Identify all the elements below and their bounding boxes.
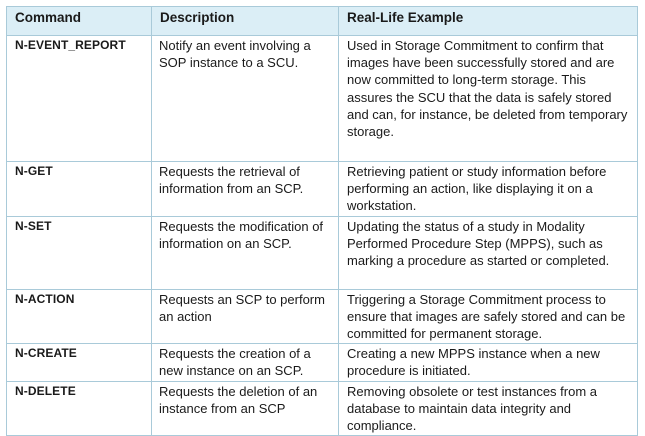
- dimse-n-commands-table: [6, 6, 638, 436]
- example-cell: Used in Storage Commitment to confirm that images have been successfully stored and are now committed to long-term storage. This assures the SCU that the data is safely stored and can, for instance, be deleted from temporary storage.: [339, 36, 638, 162]
- command-cell: N-DELETE: [7, 381, 152, 436]
- table-row: [7, 216, 638, 289]
- header-example: Real-Life Example: [339, 7, 638, 36]
- header-description: Description: [152, 7, 339, 36]
- command-cell: N-CREATE: [7, 344, 152, 381]
- description-cell: Requests the deletion of an instance from an SCP: [152, 381, 339, 436]
- description-cell: Requests the modification of information on an SCP.: [152, 216, 339, 289]
- description-cell: Requests an SCP to perform an action: [152, 289, 339, 344]
- description-cell: Notify an event involving a SOP instance to a SCU.: [152, 36, 339, 162]
- table-row: [7, 36, 638, 162]
- example-cell: Updating the status of a study in Modality Performed Procedure Step (MPPS), such as marking a procedure as started or completed.: [339, 216, 638, 289]
- table-header: [7, 7, 638, 36]
- command-cell: N-ACTION: [7, 289, 152, 344]
- table-row: [7, 344, 638, 381]
- command-cell: N-SET: [7, 216, 152, 289]
- example-cell: Removing obsolete or test instances from a database to maintain data integrity and compliance.: [339, 381, 638, 436]
- header-command: Command: [7, 7, 152, 36]
- table-body: [7, 36, 638, 436]
- description-cell: Requests the retrieval of information from an SCP.: [152, 162, 339, 217]
- example-cell: Retrieving patient or study information before performing an action, like displaying it on a workstation.: [339, 162, 638, 217]
- description-cell: Requests the creation of a new instance on an SCP.: [152, 344, 339, 381]
- example-cell: Creating a new MPPS instance when a new procedure is initiated.: [339, 344, 638, 381]
- command-cell: N-GET: [7, 162, 152, 217]
- example-cell: Triggering a Storage Commitment process to ensure that images are safely stored and can be committed for permanent storage.: [339, 289, 638, 344]
- header-row: [7, 7, 638, 36]
- table-row: [7, 289, 638, 344]
- table-row: [7, 162, 638, 217]
- command-cell: N-EVENT_REPORT: [7, 36, 152, 162]
- table-row: [7, 381, 638, 436]
